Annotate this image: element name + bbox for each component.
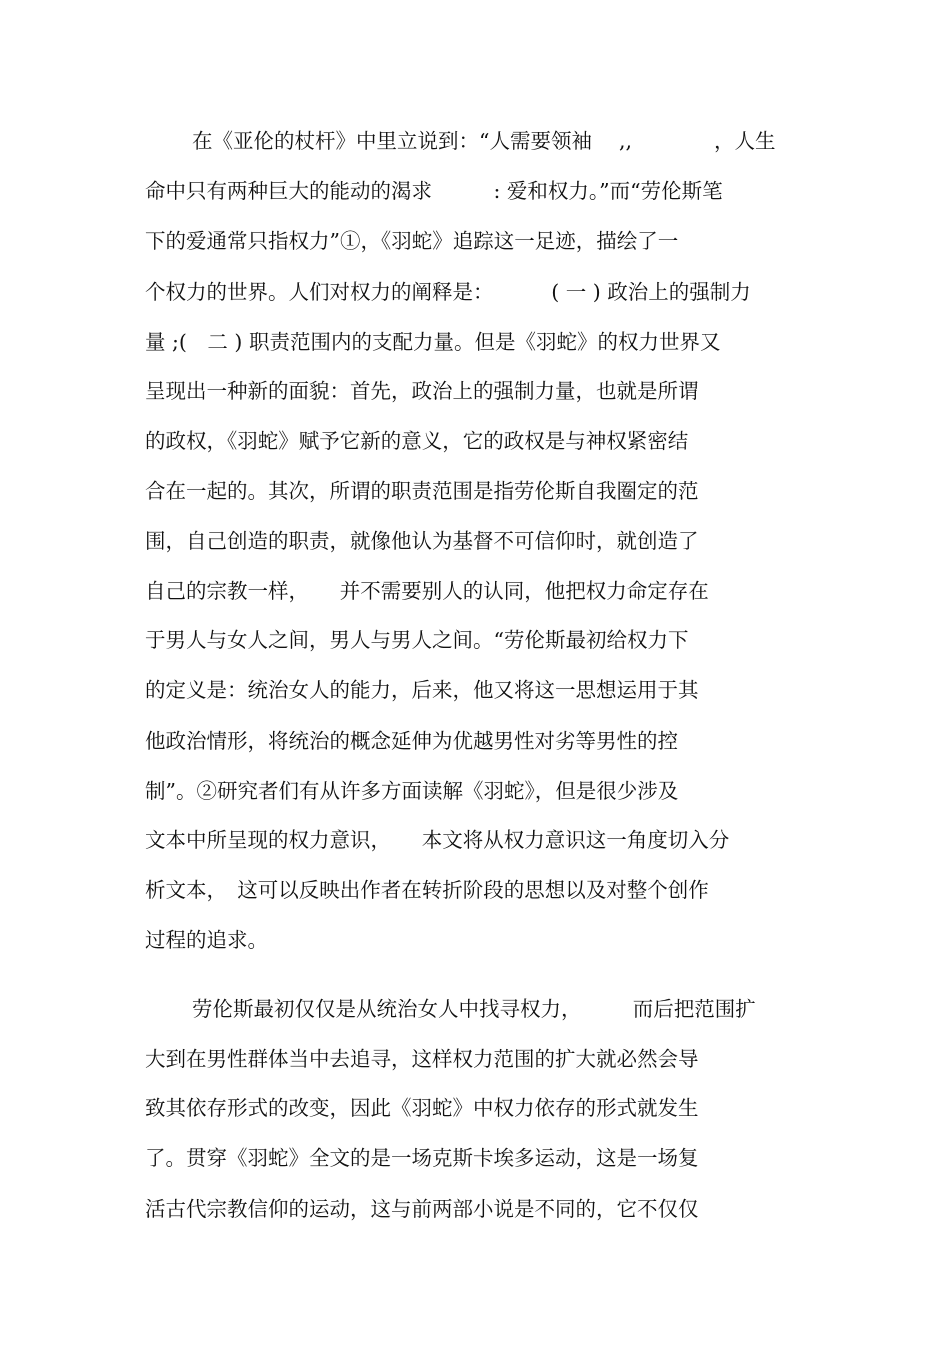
text-line: 呈现出一种新的面貌：首先，政治上的强制力量，也就是所谓 — [145, 379, 699, 403]
text-line: 的政权，《羽蛇》赋予它新的意义，它的政权是与神权紧密结 — [145, 429, 689, 453]
text-line: 制”。②研究者们有从许多方面读解《羽蛇》，但是很少涉及 — [145, 779, 679, 803]
text-line: 个权力的世界。人们对权力的阐释是： ( 一 ) 政治上的强制力 — [145, 280, 751, 304]
text-line: 量 ;( 二 ) 职责范围内的支配力量。但是《羽蛇》的权力世界又 — [145, 330, 721, 354]
text-line: 活古代宗教信仰的运动，这与前两部小说是不同的，它不仅仅 — [145, 1197, 699, 1221]
text-line: 合在一起的。其次，所谓的职责范围是指劳伦斯自我圈定的范 — [145, 479, 699, 503]
text-line: 文本中所呈现的权力意识， 本文将从权力意识这一角度切入分 — [145, 828, 730, 852]
text-line: 命中只有两种巨大的能动的渴求 : 爱和权力。”而“劳伦斯笔 — [145, 179, 723, 203]
text-line: 下的爱通常只指权力”①，《羽蛇》追踪这一足迹，描绘了一 — [145, 229, 679, 253]
text-line: 围，自己创造的职责，就像他认为基督不可信仰时，就创造了 — [145, 529, 699, 553]
text-line: 他政治情形，将统治的概念延伸为优越男性对劣等男性的控 — [145, 729, 678, 753]
text-line: 在《亚伦的杖杆》中里立说到：“人需要领袖 ,, ，人生 — [192, 129, 776, 153]
text-line: 过程的追求。 — [145, 928, 268, 952]
text-line: 大到在男性群体当中去追寻，这样权力范围的扩大就必然会导 — [145, 1047, 699, 1071]
text-line: 析文本， 这可以反映出作者在转折阶段的思想以及对整个创作 — [145, 878, 709, 902]
text-line: 劳伦斯最初仅仅是从统治女人中找寻权力， 而后把范围扩 — [192, 997, 756, 1021]
text-line: 致其依存形式的改变，因此《羽蛇》中权力依存的形式就发生 — [145, 1096, 699, 1120]
text-line: 于男人与女人之间，男人与男人之间。“劳伦斯最初给权力下 — [145, 628, 689, 652]
text-line: 了。贯穿《羽蛇》全文的是一场克斯卡埃多运动，这是一场复 — [145, 1146, 699, 1170]
text-line: 自己的宗教一样， 并不需要别人的认同，他把权力命定存在 — [145, 579, 709, 603]
text-line: 的定义是：统治女人的能力，后来，他又将这一思想运用于其 — [145, 678, 699, 702]
